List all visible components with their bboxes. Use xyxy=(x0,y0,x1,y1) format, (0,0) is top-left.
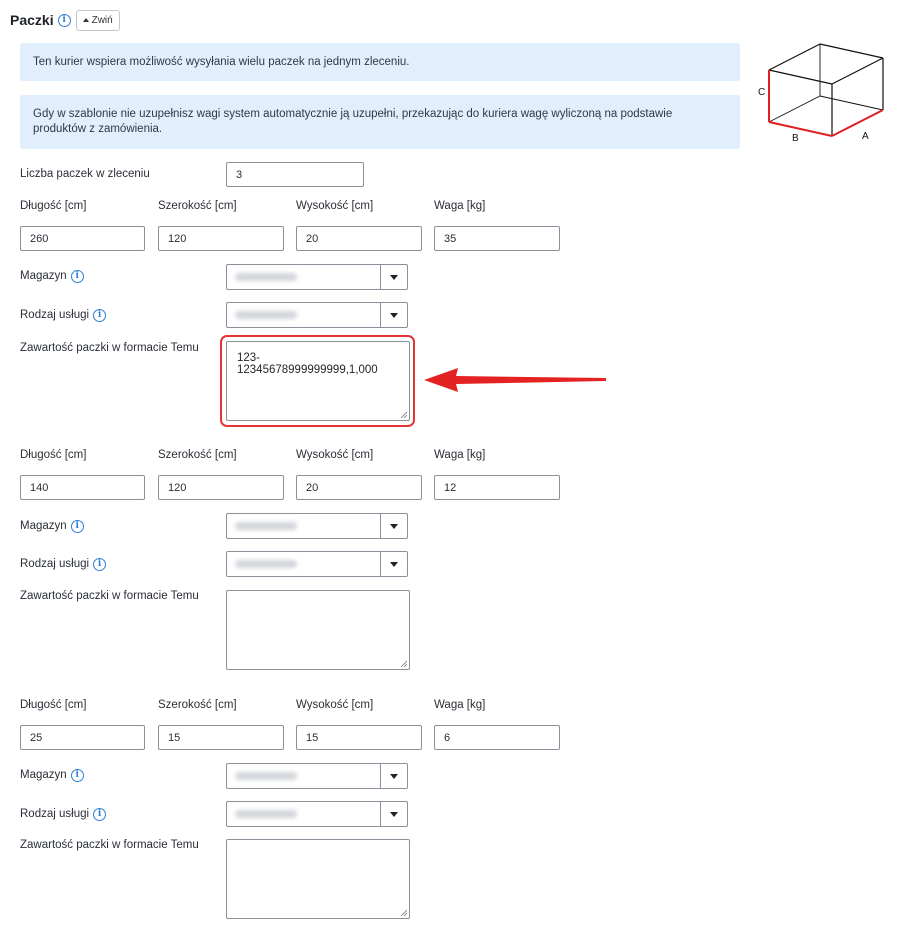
diagram-label-b: B xyxy=(792,133,799,144)
blurred-value xyxy=(235,311,297,319)
package-count-value: 3 xyxy=(236,168,243,181)
width-label: Szerokość [cm] xyxy=(158,200,237,212)
diagram-label-c: C xyxy=(758,87,766,98)
length-input[interactable] xyxy=(20,226,145,251)
notice-text: Gdy w szablonie nie uzupełnisz wagi system automatycznie ją uzupełni, przekazując do kuriera wagę wyliczoną na podstawie produktów z zamówienia. xyxy=(33,108,673,135)
caret-down-icon xyxy=(390,774,398,779)
info-icon[interactable]: i xyxy=(71,769,84,782)
blurred-value xyxy=(235,522,297,530)
notice-multi-package xyxy=(20,43,740,81)
width-value: 120 xyxy=(168,481,187,494)
length-value: 140 xyxy=(30,481,49,494)
weight-value: 6 xyxy=(444,731,451,744)
warehouse-label xyxy=(20,518,84,534)
warehouse-select[interactable] xyxy=(226,763,408,789)
service-type-label xyxy=(20,556,106,572)
height-input[interactable] xyxy=(296,475,422,500)
dropdown-button[interactable] xyxy=(380,514,407,538)
box-dimensions-diagram xyxy=(755,40,890,145)
resize-grip-icon[interactable] xyxy=(400,909,407,916)
height-input[interactable] xyxy=(296,226,422,251)
length-value: 25 xyxy=(30,731,43,744)
length-input[interactable] xyxy=(20,475,145,500)
weight-value: 35 xyxy=(444,232,457,245)
height-input[interactable] xyxy=(296,725,422,750)
height-value: 15 xyxy=(306,731,319,744)
info-icon[interactable]: i xyxy=(71,520,84,533)
dropdown-button[interactable] xyxy=(380,764,407,788)
collapse-label: Zwiń xyxy=(91,14,113,26)
service-type-label-text: Rodzaj usługi xyxy=(20,558,90,570)
weight-value: 12 xyxy=(444,481,457,494)
contents-label: Zawartość paczki w formacie Temu xyxy=(20,590,199,602)
dropdown-button[interactable] xyxy=(380,552,407,576)
weight-label: Waga [kg] xyxy=(434,449,486,461)
length-value: 260 xyxy=(30,232,49,245)
warehouse-label xyxy=(20,767,84,783)
contents-label: Zawartość paczki w formacie Temu xyxy=(20,342,199,354)
length-label: Długość [cm] xyxy=(20,699,87,711)
red-arrow-annotation xyxy=(420,364,610,396)
highlight-frame xyxy=(220,335,415,427)
weight-input[interactable] xyxy=(434,475,560,500)
length-label: Długość [cm] xyxy=(20,200,87,212)
warehouse-select[interactable] xyxy=(226,264,408,290)
caret-down-icon xyxy=(390,524,398,529)
blurred-value xyxy=(235,273,297,281)
warehouse-label xyxy=(20,268,84,284)
service-type-label xyxy=(20,806,106,822)
service-type-select[interactable] xyxy=(226,551,408,577)
dropdown-button[interactable] xyxy=(380,303,407,327)
caret-up-icon xyxy=(83,18,89,22)
info-icon[interactable]: i xyxy=(71,270,84,283)
weight-label: Waga [kg] xyxy=(434,699,486,711)
warehouse-label-text: Magazyn xyxy=(20,270,67,282)
service-type-label-text: Rodzaj usługi xyxy=(20,309,90,321)
height-value: 20 xyxy=(306,481,319,494)
notice-text: Ten kurier wspiera możliwość wysyłania wielu paczek na jednym zleceniu. xyxy=(33,55,410,68)
width-value: 120 xyxy=(168,232,187,245)
blurred-value xyxy=(235,810,297,818)
contents-textarea[interactable] xyxy=(226,839,410,919)
contents-value: 123-12345678999999999,1,000 xyxy=(237,352,378,376)
section-header xyxy=(10,9,120,31)
width-label: Szerokość [cm] xyxy=(158,449,237,461)
height-label: Wysokość [cm] xyxy=(296,200,374,212)
blurred-value xyxy=(235,772,297,780)
width-input[interactable] xyxy=(158,226,284,251)
warehouse-label-text: Magazyn xyxy=(20,520,67,532)
caret-down-icon xyxy=(390,562,398,567)
collapse-button[interactable] xyxy=(76,10,120,31)
weight-input[interactable] xyxy=(434,725,560,750)
info-icon[interactable]: i xyxy=(93,808,106,821)
notice-auto-weight xyxy=(20,95,740,149)
caret-down-icon xyxy=(390,812,398,817)
service-type-select[interactable] xyxy=(226,801,408,827)
warehouse-select[interactable] xyxy=(226,513,408,539)
service-type-label-text: Rodzaj usługi xyxy=(20,808,90,820)
resize-grip-icon[interactable] xyxy=(400,660,407,667)
warehouse-label-text: Magazyn xyxy=(20,769,67,781)
weight-input[interactable] xyxy=(434,226,560,251)
contents-label: Zawartość paczki w formacie Temu xyxy=(20,839,199,851)
contents-textarea[interactable] xyxy=(226,590,410,670)
weight-label: Waga [kg] xyxy=(434,200,486,212)
length-label: Długość [cm] xyxy=(20,449,87,461)
dropdown-button[interactable] xyxy=(380,802,407,826)
diagram-label-a: A xyxy=(862,131,869,142)
section-title: Paczki xyxy=(10,12,54,28)
height-value: 20 xyxy=(306,232,319,245)
info-icon[interactable]: i xyxy=(93,309,106,322)
package-count-input[interactable] xyxy=(226,162,364,187)
width-value: 15 xyxy=(168,731,181,744)
service-type-select[interactable] xyxy=(226,302,408,328)
height-label: Wysokość [cm] xyxy=(296,699,374,711)
dropdown-button[interactable] xyxy=(380,265,407,289)
height-label: Wysokość [cm] xyxy=(296,449,374,461)
caret-down-icon xyxy=(390,313,398,318)
package-count-label: Liczba paczek w zleceniu xyxy=(20,168,150,180)
width-label: Szerokość [cm] xyxy=(158,699,237,711)
length-input[interactable] xyxy=(20,725,145,750)
info-icon[interactable]: i xyxy=(58,14,71,27)
blurred-value xyxy=(235,560,297,568)
width-input[interactable] xyxy=(158,475,284,500)
caret-down-icon xyxy=(390,275,398,280)
info-icon[interactable]: i xyxy=(93,558,106,571)
width-input[interactable] xyxy=(158,725,284,750)
service-type-label xyxy=(20,307,106,323)
